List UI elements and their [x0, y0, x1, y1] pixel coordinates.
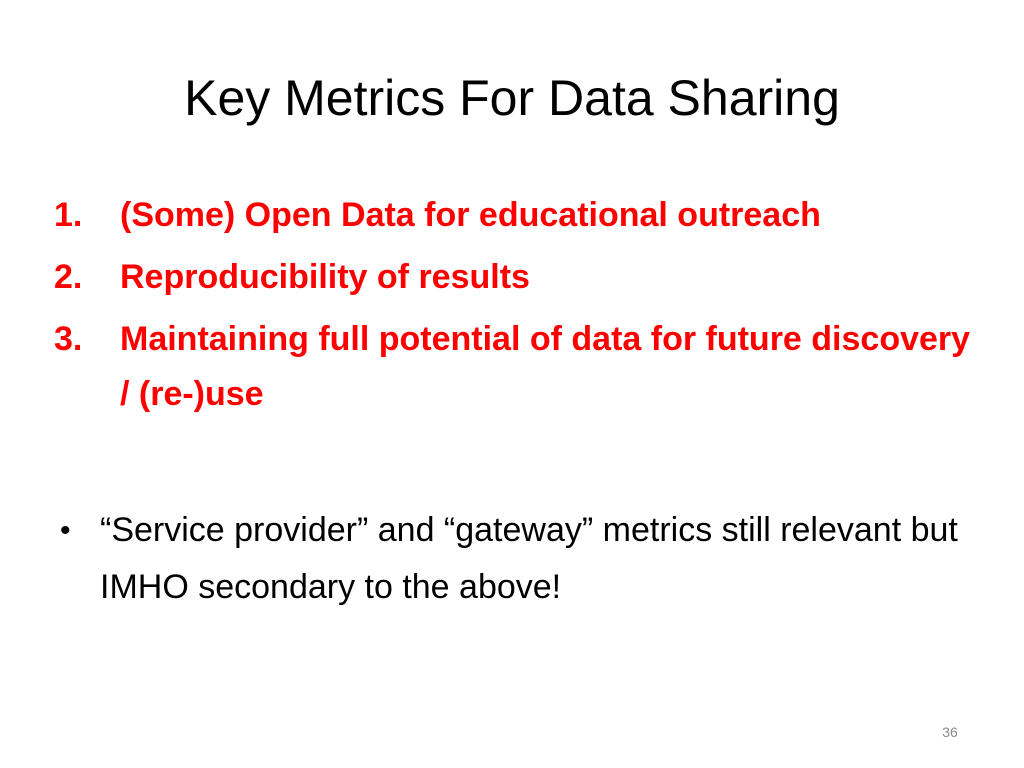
- list-item-number: 1.: [54, 196, 83, 234]
- list-item-text: (Some) Open Data for educational outreach: [120, 196, 821, 234]
- list-item: [54, 312, 974, 422]
- page-number: 36: [942, 724, 958, 740]
- bullet-icon: •: [60, 514, 71, 547]
- list-item-number: 3.: [54, 320, 83, 358]
- bullet-item: [54, 502, 974, 616]
- list-item: [54, 188, 974, 243]
- bullet-text: “Service provider” and “gateway” metrics still relevant but IMHO secondary to the above!: [100, 511, 958, 606]
- list-item-number: 2.: [54, 258, 83, 296]
- slide-title: Key Metrics For Data Sharing: [184, 70, 840, 126]
- numbered-list: [54, 188, 974, 429]
- list-item: [54, 250, 974, 305]
- list-item-text: Reproducibility of results: [120, 258, 530, 296]
- list-item-text: Maintaining full potential of data for future discovery / (re-)use: [120, 320, 971, 413]
- bullet-list: [54, 502, 974, 616]
